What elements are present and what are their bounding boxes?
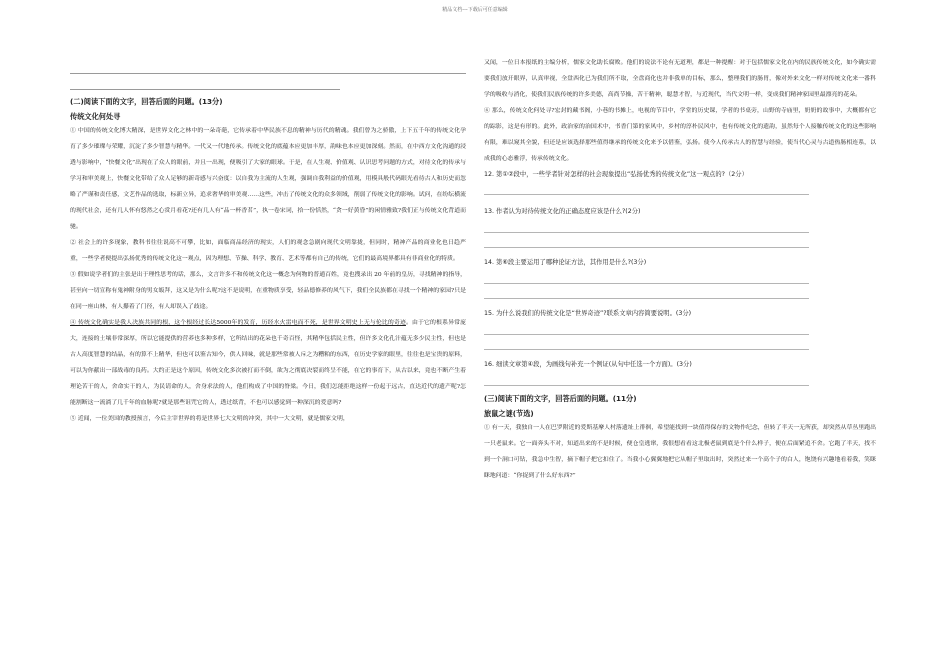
question-16: 16. 细读文章第④段，为画线句补充一个例证(从句中任选一个方面)。(3分) (484, 361, 692, 368)
paragraph-5-start: ⑤ 近闻，一位美国的教授预言，今后主宰世界的将是世界七大文明的冲突，其中一大文明，就是儒家文明， (70, 416, 349, 422)
answer-line-16[interactable] (484, 385, 809, 386)
top-divider-line (70, 73, 466, 74)
answer-line-14b[interactable] (484, 298, 809, 299)
answer-line-13b[interactable] (484, 247, 809, 248)
paragraph-6: ⑥ 那么，传统文化何处寻?宏封的藏书阁，小巷的书摊上，电视的节目中，学堂的历史课，学者的书桌旁，山野的寺庙里，奶奶的故事中，大概都有它的踪影，这是有形的。此外，政治家的治国术中，书香门第的家风中，乡村的淳朴民风中，也有传统文化的遗韵，虽然每个人接触传统文化的这些影响有限，难以窥其全貌，但还是应该选择那些值得继承的传统文化来予以借鉴，弘扬。使今人传承古人的智慧与经验，使当代心灵与古道热肠相连系，以成我的心态雅浮，传承传统文化。 (484, 108, 876, 162)
question-15: 15. 为什么说我们的传统文化是“世界奇迹”?联系文章内容简要说明。(3分) (484, 310, 692, 317)
section-title: (二)阅读下面的文字，回答后面的问题。(13分) (70, 97, 223, 106)
paragraph-4-rest: 。由于它的根系异常庞大，连接的土壤非常深厚，所以它能提供的营养也多种多样，它所结出的花朵也千奇百怪，其精华包括民主性，但许多文化孔汁蕴无多少民主性，但也是古人高度智慧的结晶，有的算不上精华，但也可以鉴古知今，供人回味，就是那些常被人斥之为糟粕的东西，在历史学家的眼里，往往也是宝贵的原料，可以为你献出一部战毒的良药。大约正是这个原因，传统文化多次被打而不倒，欲为之彻底决裂而终呈不能，在它的事育下，从古以来，竟也不断产生着理论苦干的人，舍命实干的人，为民请命的人，舍身求法的人，他们构成了中国的脊梁。今日，我们怎能拒绝这样一份起于远古，直达近代的遗产呢?怎能割断这一流淌了几千年的血脉呢?就是那些诅咒它的人，透过纸背，不也可以感觉到一种深沉的爱意吗? (70, 320, 467, 406)
answer-line-13a[interactable] (484, 232, 809, 233)
page-header: 精品文档---下载后可任意编辑 (442, 7, 508, 13)
right-column (484, 55, 876, 484)
answer-line-12[interactable] (484, 194, 809, 195)
question-14: 14. 第⑥段主要运用了哪种论证方法，其作用是什么?(3分) (484, 259, 647, 266)
paragraph-3: ③ 假如说学者们的主张是出于理性思考的话，那么，文言许多不和传统文化这一概念为何物的普通百姓，竟也搜录出 20 年前的皇历，寻找精神的指导，甚至向一切宣称有鬼神附身的男女皈拜，这又是为什么呢?这不是说明，在重物质享受，轻品德修养的风气下，我们全民族都在寻找一个精神的家园?只是在同一座山林，有人攥着了门径，有人却误入了歧途。 (70, 272, 467, 310)
story-title: 旅鼠之谜(节选) (484, 409, 534, 418)
question-13: 13. 作者认为对待传统文化的正确态度应该是什么?(2分) (484, 208, 641, 215)
left-column (70, 55, 466, 427)
answer-line-14a[interactable] (484, 283, 809, 284)
answer-line-15a[interactable] (484, 334, 809, 335)
paragraph-5-continued: 又闻，一位日本报纸的主编分析，儒家文化助长腐败。他们的说法不论有无道理，都是一种提醒：对于包括儒家文化在内的民族传统文化，如今确实需要我们放开眼界，认真审视，全盘西化已为我们所不取，全盘商化也并非我单的目标，那么，整理我们的肠胃，像对外来文化一样对传统文化来一番科学的吸收与消化，使我们民族传统的许多美德，高尚节操，苦干精神，聪慧才智，与近现代，当代文明一样，变成我们精神家园里最漂亮的花朵。 (484, 60, 876, 98)
second-divider-line (70, 89, 340, 90)
answer-line-15b[interactable] (484, 349, 809, 350)
paragraph-4 (70, 315, 466, 411)
story-paragraph-1: ① 有一天，我独自一人在巴罗附近的爱斯基摩人村落遗址上徘徊，希望能找到一块值得保存的文物作纪念，但转了半天一无所获，却突然从草丛里跑出一只老鼠来。它一面奔头不对，知道出来的不是时候，便仓皇逃窜，我很想看看这北极老鼠到底是个什么样子，便在后面紧追不舍。它跑了半天，找不到一个洞口可钻，我急中生智，摘下帽子把它扣住了。当我小心翼翼地把它从帽子里取出时，突然过来一个高个子的白人，饱饶有兴趣地看着我，笑眯眯地问道：“你捉到了什么好东西?” (484, 425, 876, 479)
paragraph-2: ② 社会上的许多现象，教科书往往说高不可攀，比如，面临商品经济的现实，人们的观念急剧向现代文明靠拢，但同时，精神产品的商业化也日趋严重，一些学者便提出弘扬优秀的传统文化这一观点，因为理想、节操、科学、教育、艺术等都有自己的传统，它们的最高境界都具有非商业化的特质。 (70, 240, 466, 262)
paragraph-1: ① 中国的传统文化博大精深，是世界文化之林中的一朵奇葩，它传承着中华民族不息的精神与历代的精魂。我们曾为之骄傲，上下五千年的传统文化孕育了多少璀璨与荣耀，沉淀了多少智慧与精华。一代又一代地传承。传统文化的底蕴本应更加丰厚，韵味也本应更加深刻。然而，在中西方文化沟通的浸透与影响中，“快餐文化”出现在了众人的眼前，并且一出现，便吸引了大家的眼球。于是，在人生观、价值观、认识思考问题的方式，对待文化的传承与学习和审美观上，快餐文化带给了众人足够的新奇感与兴奋度：以自我为主流的人生观，强调自我利益的价值观，用模具般代码眼光看待古人和历史而忽略了严谨和责任感，文艺作品的选取，标新立异，追求奢华的审美观……这些，冲击了传统文化的众多领域，削弱了传统文化的影响。试问，在纷纭横流的现代社会，还有几人怀有悠然之心赏月看花?还有几人有“品一杯香茗”，执一卷宋词，拾一份恬然，“贪一好黄昏”的闲情雅致?我们正与传统文化背道而驰。 (70, 128, 466, 230)
question-12: 12. 第①②段中，一些学者针对怎样的社会现象提出“弘扬优秀的传统文化”这一观点的?（2分） (484, 171, 748, 178)
underlined-sentence: ④ 传统文化确实是我人决族共同的根，这个根经过长达5000年的发育，历经水火雷电而不死，是世界文明史上无与伦比的奇迹 (70, 320, 406, 326)
section-2-title: (三)阅读下面的文字，回答后面的问题。(11分) (484, 394, 637, 403)
article-title: 传统文化何处寻 (70, 112, 121, 121)
